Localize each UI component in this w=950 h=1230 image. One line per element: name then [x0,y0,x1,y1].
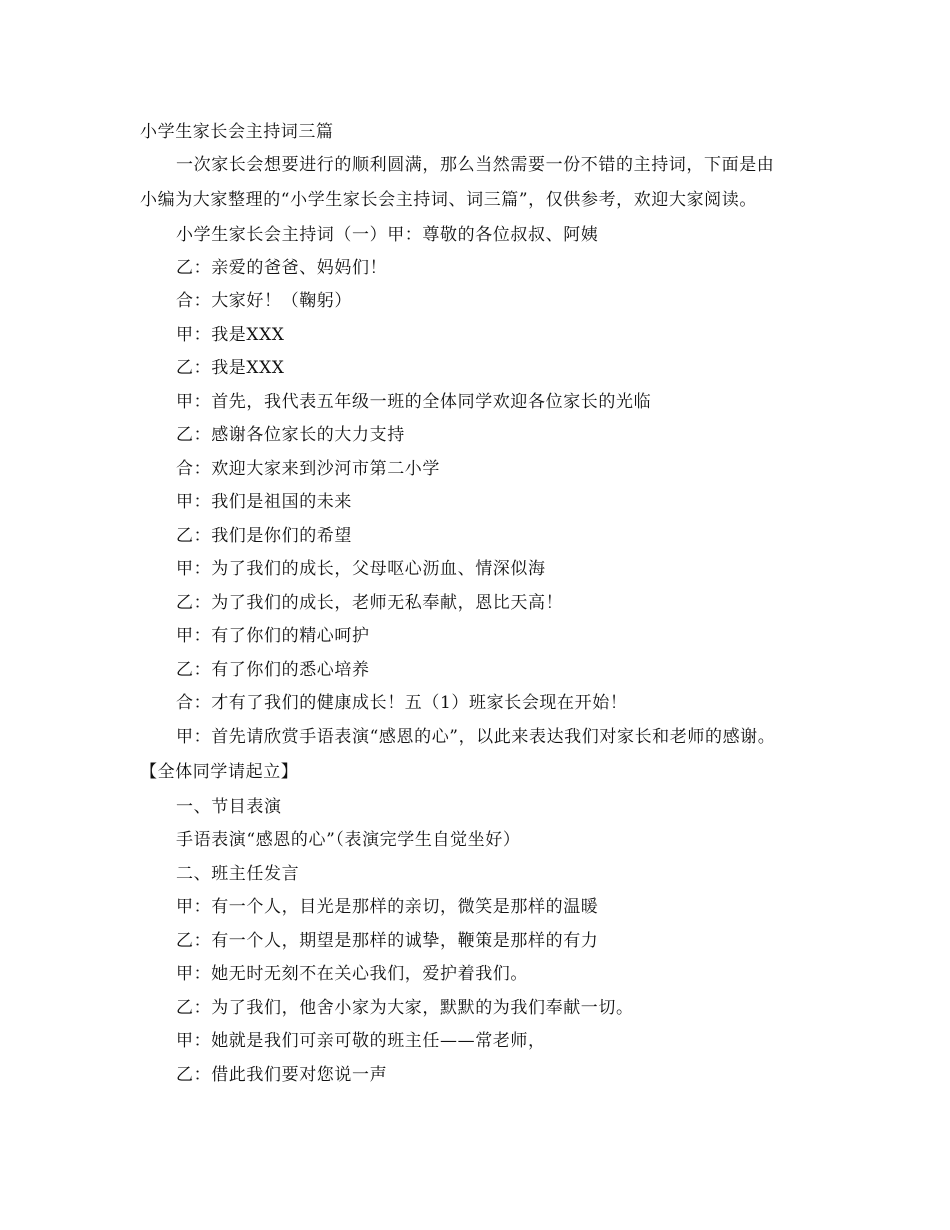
text-line: 乙：为了我们的成长，老师无私奉献，恩比天高！ [176,593,564,613]
text-line: 【全体同学请起立】 [140,762,299,782]
text-line: 甲：首先，我代表五年级一班的全体同学欢迎各位家长的光临 [176,392,652,412]
text-line: 小学生家长会主持词（一）甲：尊敬的各位叔叔、阿姨 [176,225,599,245]
text-line: 乙：我是XXX [176,358,285,378]
text-line: 甲：我是XXX [176,325,285,345]
document-title: 小学生家长会主持词三篇 [140,122,334,142]
text-line: 手语表演“感恩的心”（表演完学生自觉坐好） [176,830,521,850]
text-line: 甲：有一个人，目光是那样的亲切，微笑是那样的温暖 [176,897,599,917]
text-line: 合：大家好！（鞠躬） [176,291,352,311]
intro-line-2: 小编为大家整理的“小学生家长会主持词、词三篇”，仅供参考，欢迎大家阅读。 [140,190,757,210]
text-line: 甲：她就是我们可亲可敬的班主任——常老师， [176,1031,546,1051]
text-line: 合：才有了我们的健康成长！五（1）班家长会现在开始！ [176,693,628,713]
text-line: 乙：亲爱的爸爸、妈妈们！ [176,258,388,278]
text-line: 二、班主任发言 [176,864,300,884]
text-line: 甲：我们是祖国的未来 [176,492,352,512]
text-line: 甲：有了你们的精心呵护 [176,626,370,646]
text-line: 一、节目表演 [176,797,282,817]
text-line: 乙：有了你们的悉心培养 [176,660,370,680]
text-line: 甲：首先请欣赏手语表演“感恩的心”，以此来表达我们对家长和老师的感谢。 [176,727,776,747]
text-line: 乙：借此我们要对您说一声 [176,1065,388,1085]
text-line: 合：欢迎大家来到沙河市第二小学 [176,459,440,479]
intro-line-1: 一次家长会想要进行的顺利圆满，那么当然需要一份不错的主持词，下面是由 [176,155,775,175]
text-line: 乙：我们是你们的希望 [176,526,352,546]
text-line: 乙：有一个人，期望是那样的诚挚，鞭策是那样的有力 [176,931,599,951]
text-line: 乙：感谢各位家长的大力支持 [176,425,405,445]
text-line: 甲：她无时无刻不在关心我们，爱护着我们。 [176,964,528,984]
text-line: 乙：为了我们，他舍小家为大家，默默的为我们奉献一切。 [176,998,634,1018]
text-line: 甲：为了我们的成长，父母呕心沥血、情深似海 [176,559,546,579]
